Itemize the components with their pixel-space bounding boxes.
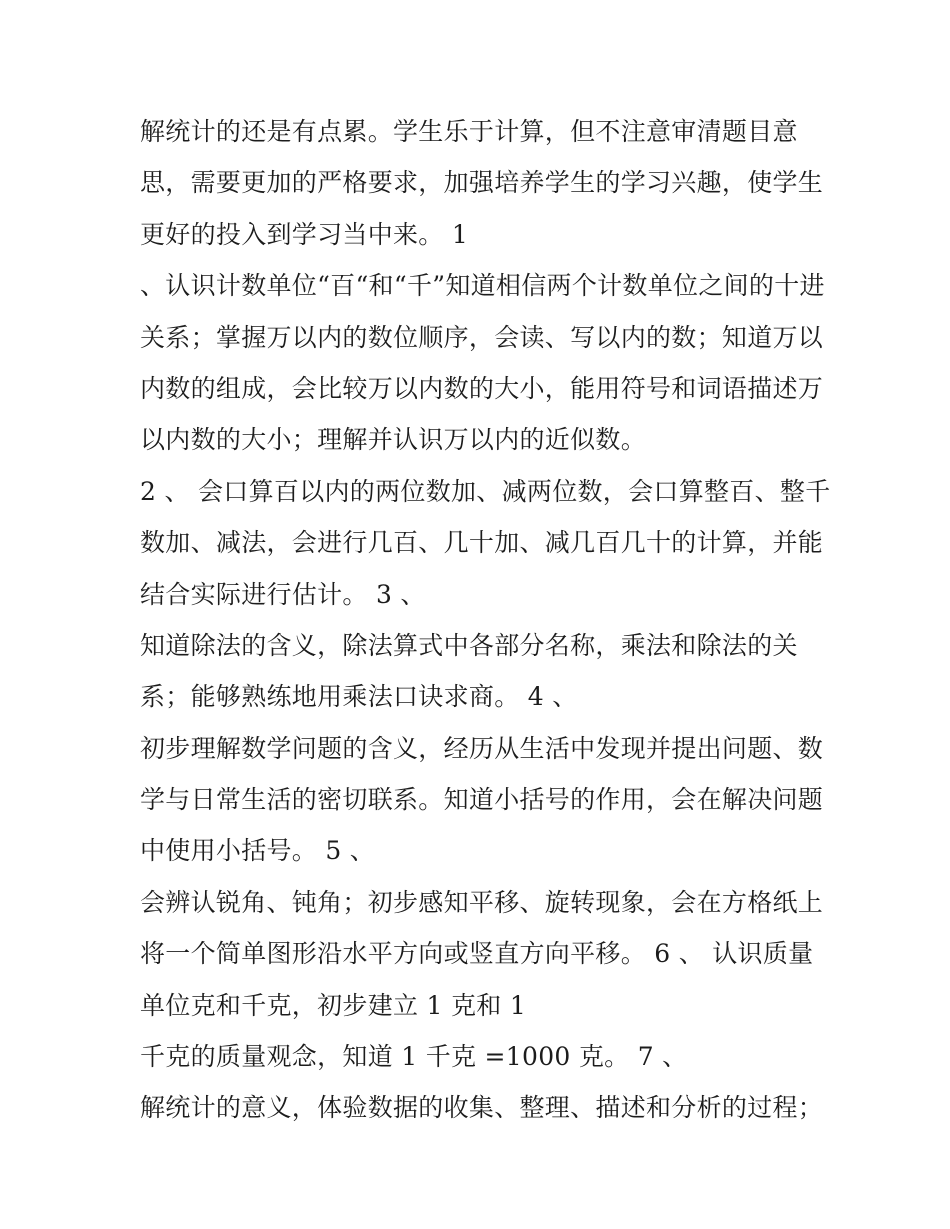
body-text [140, 106, 840, 1134]
text-line: 中使用小括号。 5 、 [140, 836, 376, 866]
text-line: 会辨认锐角、钝角；初步感知平移、旋转现象，会在方格纸上 [140, 887, 824, 917]
text-line: 初步理解数学问题的含义，经历从生活中发现并提出问题、数 [140, 733, 824, 763]
text-line: 系；能够熟练地用乘法口诀求商。 4 、 [140, 682, 578, 712]
text-line: 2 、 会口算百以内的两位数加、减两位数，会口算整百、整千 [140, 476, 831, 506]
text-line: 数加、减法，会进行几百、几十加、减几百几十的计算，并能 [140, 528, 824, 558]
text-line: 结合实际进行估计。 3 、 [140, 579, 426, 609]
text-line: 知道除法的含义，除法算式中各部分名称，乘法和除法的关 [140, 630, 798, 660]
text-line: 解统计的意义，体验数据的收集、整理、描述和分析的过程； [140, 1093, 824, 1123]
text-line: 将一个简单图形沿水平方向或竖直方向平移。 6 、 认识质量 [140, 939, 814, 969]
text-line: 思，需要更加的严格要求，加强培养学生的学习兴趣，使学生 [140, 168, 824, 198]
text-line: 关系；掌握万以内的数位顺序，会读、写以内的数；知道万以 [140, 322, 824, 352]
text-line: 千克的质量观念，知道 1 千克 =1000 克。 7 、 [140, 1042, 688, 1072]
text-line: 解统计的还是有点累。学生乐于计算，但不注意审清题目意 [140, 117, 798, 146]
text-line: 内数的组成，会比较万以内数的大小，能用符号和词语描述万 [140, 373, 824, 403]
text-line: 学与日常生活的密切联系。知道小括号的作用，会在解决问题 [140, 785, 824, 815]
text-line: 单位克和千克，初步建立 1 克和 1 [140, 990, 527, 1020]
text-line: 以内数的大小；理解并认识万以内的近似数。 [140, 425, 647, 455]
text-line: 更好的投入到学习当中来。 1 [140, 219, 469, 249]
text-line: 、认识计数单位“百“和“千”知道相信两个计数单位之间的十进 [140, 271, 825, 301]
